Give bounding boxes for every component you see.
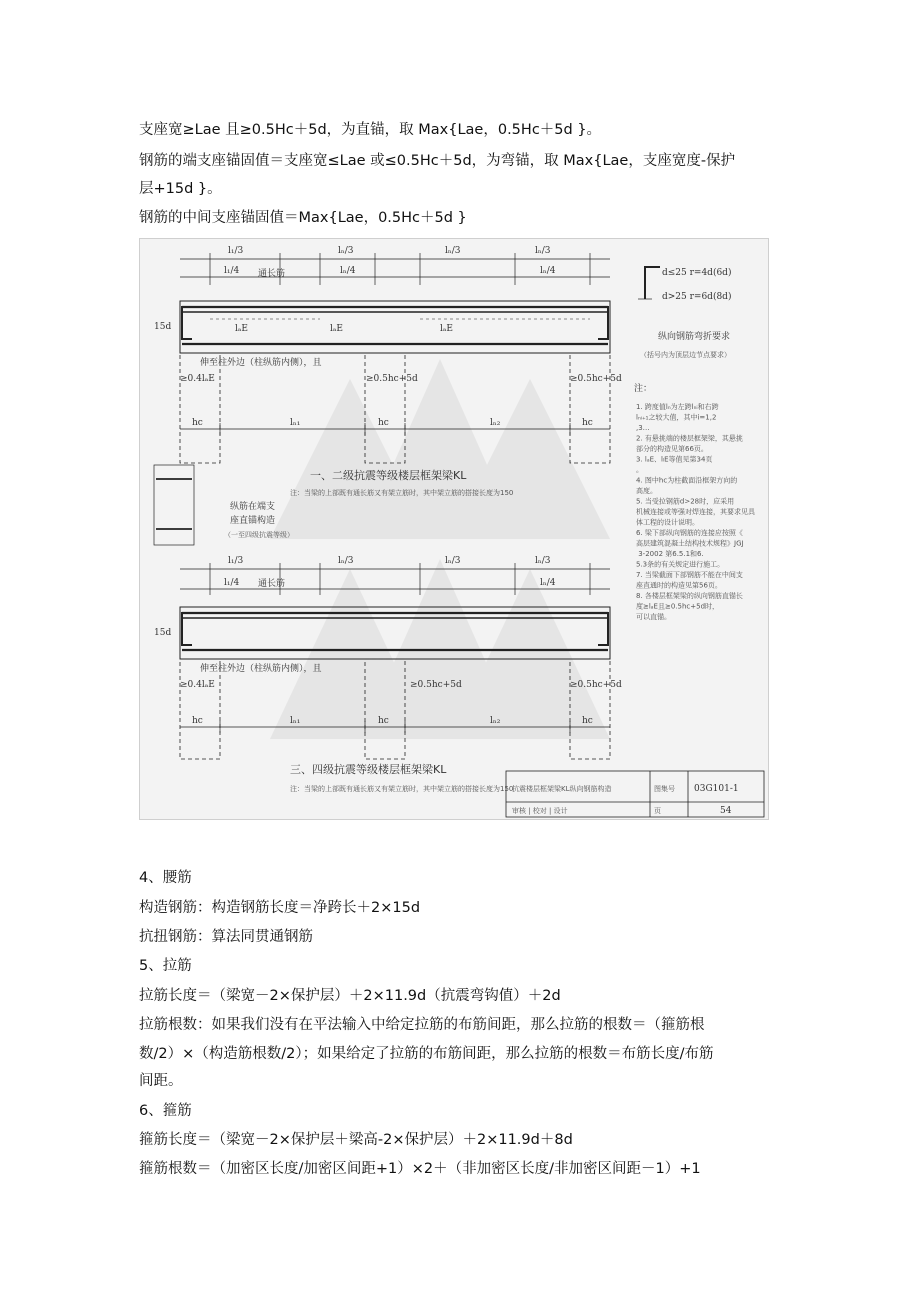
note-line: 2. 有悬挑端的楼层框架梁，其悬挑 xyxy=(636,434,743,443)
dim-label: lₐE xyxy=(235,324,248,334)
bend-rule: d≤25 r=4d(6d) xyxy=(662,268,732,278)
note-label: ≥0.4lₐE xyxy=(180,680,215,690)
note-line: 机械连接或等强对焊连接，其要求见具 xyxy=(636,508,755,516)
dim-label: hc xyxy=(582,716,593,726)
beam-title: 一、二级抗震等级楼层框架梁KL xyxy=(310,469,467,482)
note-label: 伸至柱外边（柱纵筋内侧），且 xyxy=(200,664,322,674)
dim-label: lₙ/4 xyxy=(340,266,356,276)
note-line: 6. 梁下部纵向钢筋的连接应按照《 xyxy=(636,529,743,537)
dim-label: ≥0.5hc+5d xyxy=(410,680,462,690)
beam-note: 注：当梁的上部既有通长筋又有架立筋时，其中架立筋的搭接长度为150 xyxy=(290,785,514,793)
dim-label: lₐE xyxy=(330,324,343,334)
note-line: 3-2002 第6.5.1和6. xyxy=(636,550,704,558)
beam-title: 三、四级抗震等级楼层框架梁KL xyxy=(290,763,447,776)
dim-label: 15d xyxy=(154,628,172,638)
dim-label: ≥0.5hc+5d xyxy=(366,374,418,384)
dim-label: lₙ₂ xyxy=(490,418,501,428)
note-line: 4. 图中hc为柱截面沿框架方向的 xyxy=(636,476,738,485)
titleblock-page-label: 页 xyxy=(654,807,661,815)
bar-label: 通长筋 xyxy=(258,269,286,279)
note-line: 3. lₐE、lₗE等值见第34页 xyxy=(636,455,713,464)
dim-label: lₙ/4 xyxy=(540,578,556,588)
dim-label: hc xyxy=(192,716,203,726)
dim-label: lₙ/3 xyxy=(445,246,461,256)
dim-label: l₁/4 xyxy=(224,266,240,276)
dim-label: hc xyxy=(378,716,389,726)
note-line: 8. 各楼层框架梁的纵向钢筋直锚长 xyxy=(636,592,743,600)
dim-label: ≥0.5hc+5d xyxy=(570,680,622,690)
text-line: 支座宽≥Lae 且≥0.5Hc＋5d，为直锚，取 Max{Lae，0.5Hc＋5d }。 xyxy=(139,122,602,138)
dim-label: l₁/3 xyxy=(228,556,244,566)
dim-label: l₁/4 xyxy=(224,578,240,588)
text-line: 钢筋的端支座锚固值＝支座宽≤Lae 或≤0.5Hc＋5d，为弯锚，取 Max{Lae，支座宽度-保护 xyxy=(139,153,736,169)
note-line: 可以直锚。 xyxy=(636,613,671,621)
note-line: lₙᵢ₊₁之较大值，其中i=1,2 xyxy=(636,413,717,422)
detail-label: 座直锚构造 xyxy=(230,516,276,526)
note-line: 体工程的设计说明。 xyxy=(636,518,699,527)
dim-label: hc xyxy=(192,418,203,428)
dim-label: hc xyxy=(378,418,389,428)
detail-label: （一至四级抗震等级） xyxy=(224,531,294,539)
note-line: ,3… xyxy=(636,424,650,432)
section-heading: 6、箍筋 xyxy=(139,1103,192,1119)
section-heading: 5、拉筋 xyxy=(139,958,192,974)
dim-label: lₙ₁ xyxy=(290,418,301,428)
notes-title: 注： xyxy=(634,384,653,394)
dim-label: lₙ₁ xyxy=(290,716,301,726)
dim-label: lₙ/4 xyxy=(540,266,556,276)
kl-rebar-drawing xyxy=(139,238,769,820)
dim-label: hc xyxy=(582,418,593,428)
note-line: 部分的构造见第66页。 xyxy=(636,445,708,453)
text-line: 箍筋长度＝（梁宽－2×保护层＋梁高-2×保护层）＋2×11.9d＋8d xyxy=(139,1132,573,1148)
text-line: 抗扭钢筋：算法同贯通钢筋 xyxy=(139,929,313,945)
text-line: 拉筋根数：如果我们没有在平法输入中给定拉筋的布筋间距，那么拉筋的根数＝（箍筋根 xyxy=(139,1017,705,1033)
text-line: 箍筋根数＝（加密区长度/加密区间距+1）×2＋（非加密区长度/非加密区间距－1）+1 xyxy=(139,1161,701,1177)
bend-sub: （括号内为顶层边节点要求） xyxy=(640,351,731,359)
note-line: 度≥lₐE且≥0.5hc+5d时， xyxy=(636,602,720,611)
text-line: 构造钢筋：构造钢筋长度＝净跨长＋2×15d xyxy=(139,900,421,916)
note-label: 伸至柱外边（柱纵筋内侧），且 xyxy=(200,358,322,368)
notes-list xyxy=(636,402,756,621)
note-line: 5. 当受拉钢筋d>28时，应采用 xyxy=(636,497,735,506)
note-line: 7. 当梁截面下部钢筋不能在中间支 xyxy=(636,571,743,579)
titleblock-set-no: 03G101-1 xyxy=(694,784,739,794)
note-line: 高度。 xyxy=(636,487,657,495)
text-line: 拉筋长度＝（梁宽－2×保护层）＋2×11.9d（抗震弯钩值）＋2d xyxy=(139,988,561,1004)
bend-rule: d>25 r=6d(8d) xyxy=(662,292,732,302)
dim-label: lₙ/3 xyxy=(535,246,551,256)
dim-label: l₁/3 xyxy=(228,246,244,256)
note-label: ≥0.4lₐE xyxy=(180,374,215,384)
dim-label: 15d xyxy=(154,322,172,332)
dim-label: lₙ₂ xyxy=(490,716,501,726)
note-line: 5.3条的有关规定进行施工。 xyxy=(636,560,725,569)
bend-caption: 纵向钢筋弯折要求 xyxy=(658,332,731,342)
dim-label: lₙ/3 xyxy=(338,556,354,566)
bar-label: 通长筋 xyxy=(258,579,286,589)
text-line: 数/2）×（构造筋根数/2）；如果给定了拉筋的布筋间距，那么拉筋的根数＝布筋长度/布筋 xyxy=(139,1046,714,1062)
titleblock-signatures: 审核 | 校对 | 设计 xyxy=(512,807,568,815)
beam-note: 注：当梁的上部既有通长筋又有架立筋时，其中架立筋的搭接长度为150 xyxy=(290,489,514,497)
dim-label: lₙ/3 xyxy=(535,556,551,566)
note-line: 座直通时的构造见第56页。 xyxy=(636,581,722,590)
section-heading: 4、腰筋 xyxy=(139,870,192,886)
text-line: 钢筋的中间支座锚固值＝Max{Lae，0.5Hc＋5d } xyxy=(139,210,467,226)
titleblock-page-no: 54 xyxy=(720,806,732,816)
dim-label: ≥0.5hc+5d xyxy=(570,374,622,384)
titleblock-title: 抗震楼层框架梁KL纵向钢筋构造 xyxy=(512,785,612,793)
note-line: 1. 跨度值lₙ为左跨lₙᵢ和右跨 xyxy=(636,403,719,411)
text-line: 间距。 xyxy=(139,1073,183,1089)
dim-label: lₙ/3 xyxy=(445,556,461,566)
text-line: 层+15d }。 xyxy=(139,181,222,197)
dim-label: lₐE xyxy=(440,324,453,334)
note-line: 高层建筑混凝土结构技术规程》JGJ xyxy=(636,539,744,548)
dim-label: lₙ/3 xyxy=(338,246,354,256)
note-line: 。 xyxy=(636,466,643,474)
detail-label: 纵筋在端支 xyxy=(230,502,276,512)
titleblock-set-label: 图集号 xyxy=(654,785,675,793)
